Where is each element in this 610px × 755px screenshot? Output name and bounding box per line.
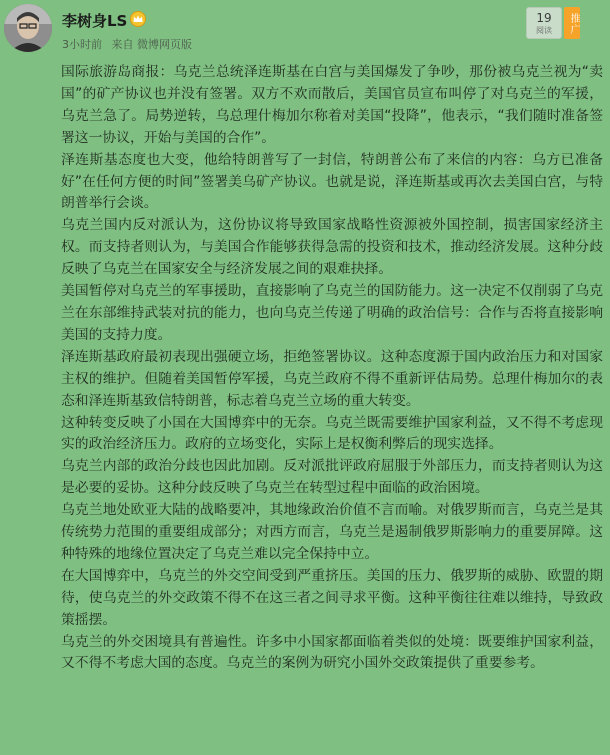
avatar-image bbox=[4, 4, 52, 52]
post-paragraph: 乌克兰的外交困境具有普遍性。许多中小国家都面临着类似的处境：既要维护国家利益，又不得不考虑大国的态度。乌克兰的案例为研究小国外交政策提供了重要参考。 bbox=[61, 633, 603, 672]
avatar[interactable] bbox=[4, 4, 52, 52]
post-source: 来自 微博网页版 bbox=[111, 38, 192, 51]
post-paragraph: 在大国博弈中，乌克兰的外交空间受到严重挤压。美国的压力、俄罗斯的威胁、欧盟的期待，使乌克兰的外交政策不得不在这三者之间寻求平衡。这种平衡往往难以维持，导致政策摇摆。 bbox=[61, 567, 603, 628]
post-paragraph: 这种转变反映了小国在大国博弈中的无奈。乌克兰既需要维护国家利益，又不得不考虑现实的政治经济压力。政府的立场变化，实际上是权衡利弊后的现实选择。 bbox=[61, 414, 603, 453]
post-paragraph: 乌克兰地处欧亚大陆的战略要冲，其地缘政治价值不言而喻。对俄罗斯而言，乌克兰是其传统势力范围的重要组成部分；对西方而言，乌克兰是遏制俄罗斯影响力的重要屏障。这种特殊的地缘位置决定了乌克兰难以完全保持中立。 bbox=[61, 502, 603, 562]
read-count: 19 bbox=[536, 11, 552, 25]
post-paragraph: 泽连斯基政府最初表现出强硬立场，拒绝签署协议。这种态度源于国内政治压力和对国家主权的维护。但随着美国暂停军援，乌克兰政府不得不重新评估局势。总理什梅加尔的表态和泽连斯基致信特朗普，标志着乌克兰立场的重大转变。 bbox=[61, 348, 603, 409]
promote-button[interactable]: 推广 bbox=[564, 7, 580, 39]
post-paragraph: 乌克兰内部的政治分歧也因此加剧。反对派批评政府屈服于外部压力，而支持者则认为这是必要的妥协。这种分歧反映了乌克兰在转型过程中面临的政治困境。 bbox=[61, 458, 603, 497]
read-count-badge bbox=[526, 7, 562, 39]
post-meta bbox=[62, 36, 198, 52]
post-paragraph: 国际旅游岛商报：乌克兰总统泽连斯基在白宫与美国爆发了争吵，那份被乌克兰视为“卖国”的矿产协议也并没有签署。双方不欢而散后，美国官员宣布叫停了对乌克兰的军援，乌克兰急了。局势逆转，乌总理什梅加尔称着对美国“投降”，他表示，“我们随时准备签署这一协议，开始与美国的合作”。 bbox=[61, 64, 603, 146]
post-body bbox=[61, 62, 603, 675]
crown-icon bbox=[129, 11, 147, 27]
post-paragraph: 乌克兰国内反对派认为，这份协议将导致国家战略性资源被外国控制，损害国家经济主权。而支持者则认为，与美国合作能够获得急需的投资和技术，推动经济发展。这种分歧反映了乌克兰在国家安全与经济发展之间的艰难抉择。 bbox=[61, 217, 603, 278]
post-time[interactable]: 3小时前 bbox=[62, 38, 102, 51]
post-header bbox=[0, 0, 610, 60]
post-paragraph: 美国暂停对乌克兰的军事援助，直接影响了乌克兰的国防能力。这一决定不仅削弱了乌克兰在东部维持武装对抗的能力，也向乌克兰传递了明确的政治信号：合作与否将直接影响美国的支持力度。 bbox=[61, 283, 603, 343]
author-name[interactable]: 李树身LS bbox=[62, 12, 128, 30]
read-label: 阅读 bbox=[536, 26, 552, 35]
post-paragraph: 泽连斯基态度也大变，他给特朗普写了一封信，特朗普公布了来信的内容：乌方已准备好”在任何方便的时间”签署美乌矿产协议。也就是说，泽连斯基或再次去美国白宫，与特朗普举行会谈。 bbox=[61, 151, 603, 212]
